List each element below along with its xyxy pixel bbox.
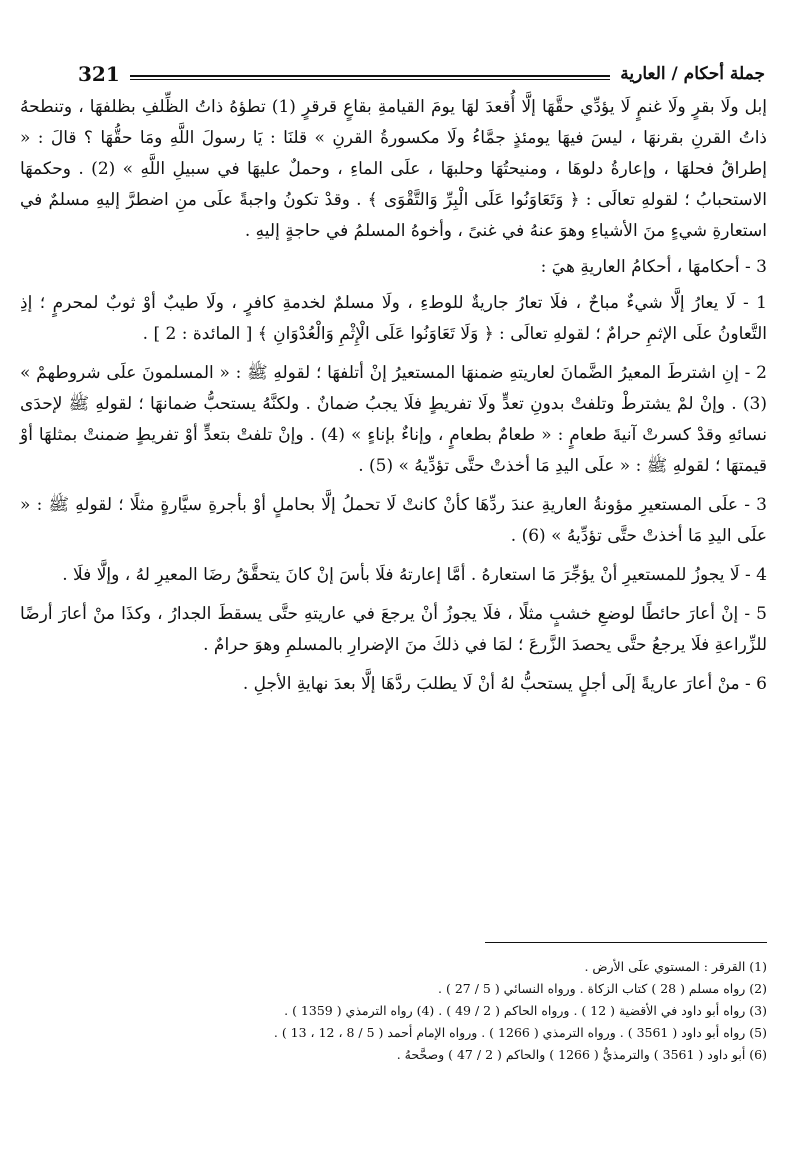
footnote-separator	[485, 942, 767, 943]
rule-item-4: 4 - لَا يجوزُ للمستعيرِ أنْ يؤجِّرَ مَا استعارهُ . أمَّا إعارتهُ فلَا بأسَ إنْ كانَ يتحقَّقُ رضَا المعيرِ لهُ ، وإلَّا فلَا .	[62, 565, 767, 585]
section-heading: 3 - أحكامهَا ، أحكامُ العاريةِ هيَ :	[540, 257, 767, 277]
main-text	[20, 92, 767, 708]
paragraph-intro: إبل ولَا بقرٍ ولَا غنمٍ لَا يؤدِّي حقَّهَا إلَّا أُقعدَ لهَا يومَ القيامةِ بقاعٍ قرقرٍ (1) تطؤهُ ذاتُ الظِّلفِ بظلفهَا ، وتنطحهُ ذاتُ القرنِ بقرنهَا ، ليسَ فيهَا يومئذٍ جمَّاءُ ولَا مكسورةُ القرنِ » قلنَا : يَا رسولَ اللَّهِ ومَا حقُّهَا ؟ قالَ : « إطراقُ فحلهَا ، وإعارةُ دلوهَا ، ومنيحتُهَا وحلبهَا ، علَى الماءِ ، وحملٌ عليهَا في سبيلِ اللَّهِ » (2) . وحكمهَا الاستحبابُ ؛ لقولهِ تعالَى : ﴿ وَتَعَاوَنُوا عَلَى الْبِرِّ وَالتَّقْوَى ﴾ . وقدْ تكونُ واجبةً علَى منِ اضطرَّ إليهِ مسلمٌ في استعارةِ شيءٍ منَ الأشياءِ وهوَ عنهُ في غنىً ، وأخوهُ المسلمُ في حاجةٍ إليهِ .	[20, 97, 768, 241]
footnote-5: (5) رواه أبو داود ( 3561 ) . ورواه الترمذي ( 1266 ) . ورواه الإمام أحمد ( 5 / 8 ، 12 ، 13 ) .	[273, 1025, 767, 1040]
running-title: جملة أحكام / العارية	[620, 64, 765, 84]
footnote-3-4: (3) رواه أبو داود في الأقضية ( 12 ) . ورواه الحاكم ( 2 / 49 ) . (4) رواه الترمذي ( 1359 ) .	[284, 1003, 767, 1018]
footnote-2: (2) رواه مسلم ( 28 ) كتاب الزكاة . ورواه النسائي ( 5 / 27 ) .	[438, 981, 767, 996]
rule-item-3: 3 - علَى المستعيرِ مؤونةُ العاريةِ عندَ ردِّهَا كأنْ كانتْ لَا تحملُ إلَّا بحاملٍ أوْ بأجرةِ سيَّارةٍ مثلًا ؛ لقولهِ ﷺ : « علَى اليدِ مَا أخذتْ حتَّى تؤدِّيهُ » (6) .	[20, 495, 767, 546]
rule-item-2: 2 - إنِ اشترطَ المعيرُ الضَّمانَ لعاريتهِ ضمنهَا المستعيرُ إنْ أتلفهَا ؛ لقولهِ ﷺ : « المسلمونَ علَى شروطهمْ » (3) . وإنْ لمْ يشترطْ وتلفتْ بدونِ تعدٍّ ولَا تفريطٍ فلَا يجبُ ضمانٌ . ولكنَّهُ يستحبُّ ضمانهَا ؛ لقولهِ ﷺ لإحدَى نسائهِ وقدْ كسرتْ آنيةَ طعامٍ : « طعامٌ بطعامٍ ، وإناءٌ بإناءٍ » (4) . وإنْ تلفتْ بتعدٍّ أوْ تفريطٍ ضمنتْ بمثلهَا أوْ قيمتهَا ؛ لقولهِ ﷺ : « علَى اليدِ مَا أخذتْ حتَّى تؤدِّيهُ » (5) .	[20, 363, 768, 476]
header-rule	[130, 75, 611, 80]
rule-item-6: 6 - منْ أعارَ عاريةً إلَى أجلٍ يستحبُّ لهُ أنْ لَا يطلبَ ردَّهَا إلَّا بعدَ نهايةِ الأجلِ .	[242, 674, 767, 694]
rule-item-5: 5 - إنْ أعارَ حائطًا لوضعِ خشبٍ مثلًا ، فلَا يجوزُ أنْ يرجعَ في عاريتهِ حتَّى يسقطَ الجدارُ ، وكذَا منْ أعارَ أرضًا للزِّراعةِ فلَا يرجعُ حتَّى يحصدَ الزَّرعَ ؛ لمَا في ذلكَ منَ الإضرارِ بالمسلمِ وهوَ حرامٌ .	[20, 604, 767, 655]
footnote-1: (1) القرقر : المستوي علَى الأرض .	[584, 959, 767, 974]
footnote-6: (6) أبو داود ( 3561 ) والترمذيُّ ( 1266 ) والحاكم ( 2 / 47 ) وصحَّحهُ .	[396, 1047, 767, 1062]
footnotes	[273, 956, 767, 1066]
rule-item-1: 1 - لَا يعارُ إلَّا شيءٌ مباحٌ ، فلَا تعارُ جاريةٌ للوطءِ ، ولَا مسلمٌ لخدمةِ كافرٍ ، ولَا طيبٌ أوْ ثوبٌ لمحرمٍ ؛ إذِ التَّعاونُ علَى الإثمِ حرامٌ ؛ لقولهِ تعالَى : ﴿ وَلَا تَعَاوَنُوا عَلَى الْإِثْمِ وَالْعُدْوَانِ ﴾ [ المائدة : 2 ] .	[20, 293, 767, 344]
page-number: 321	[78, 62, 120, 86]
page-header	[78, 52, 765, 86]
